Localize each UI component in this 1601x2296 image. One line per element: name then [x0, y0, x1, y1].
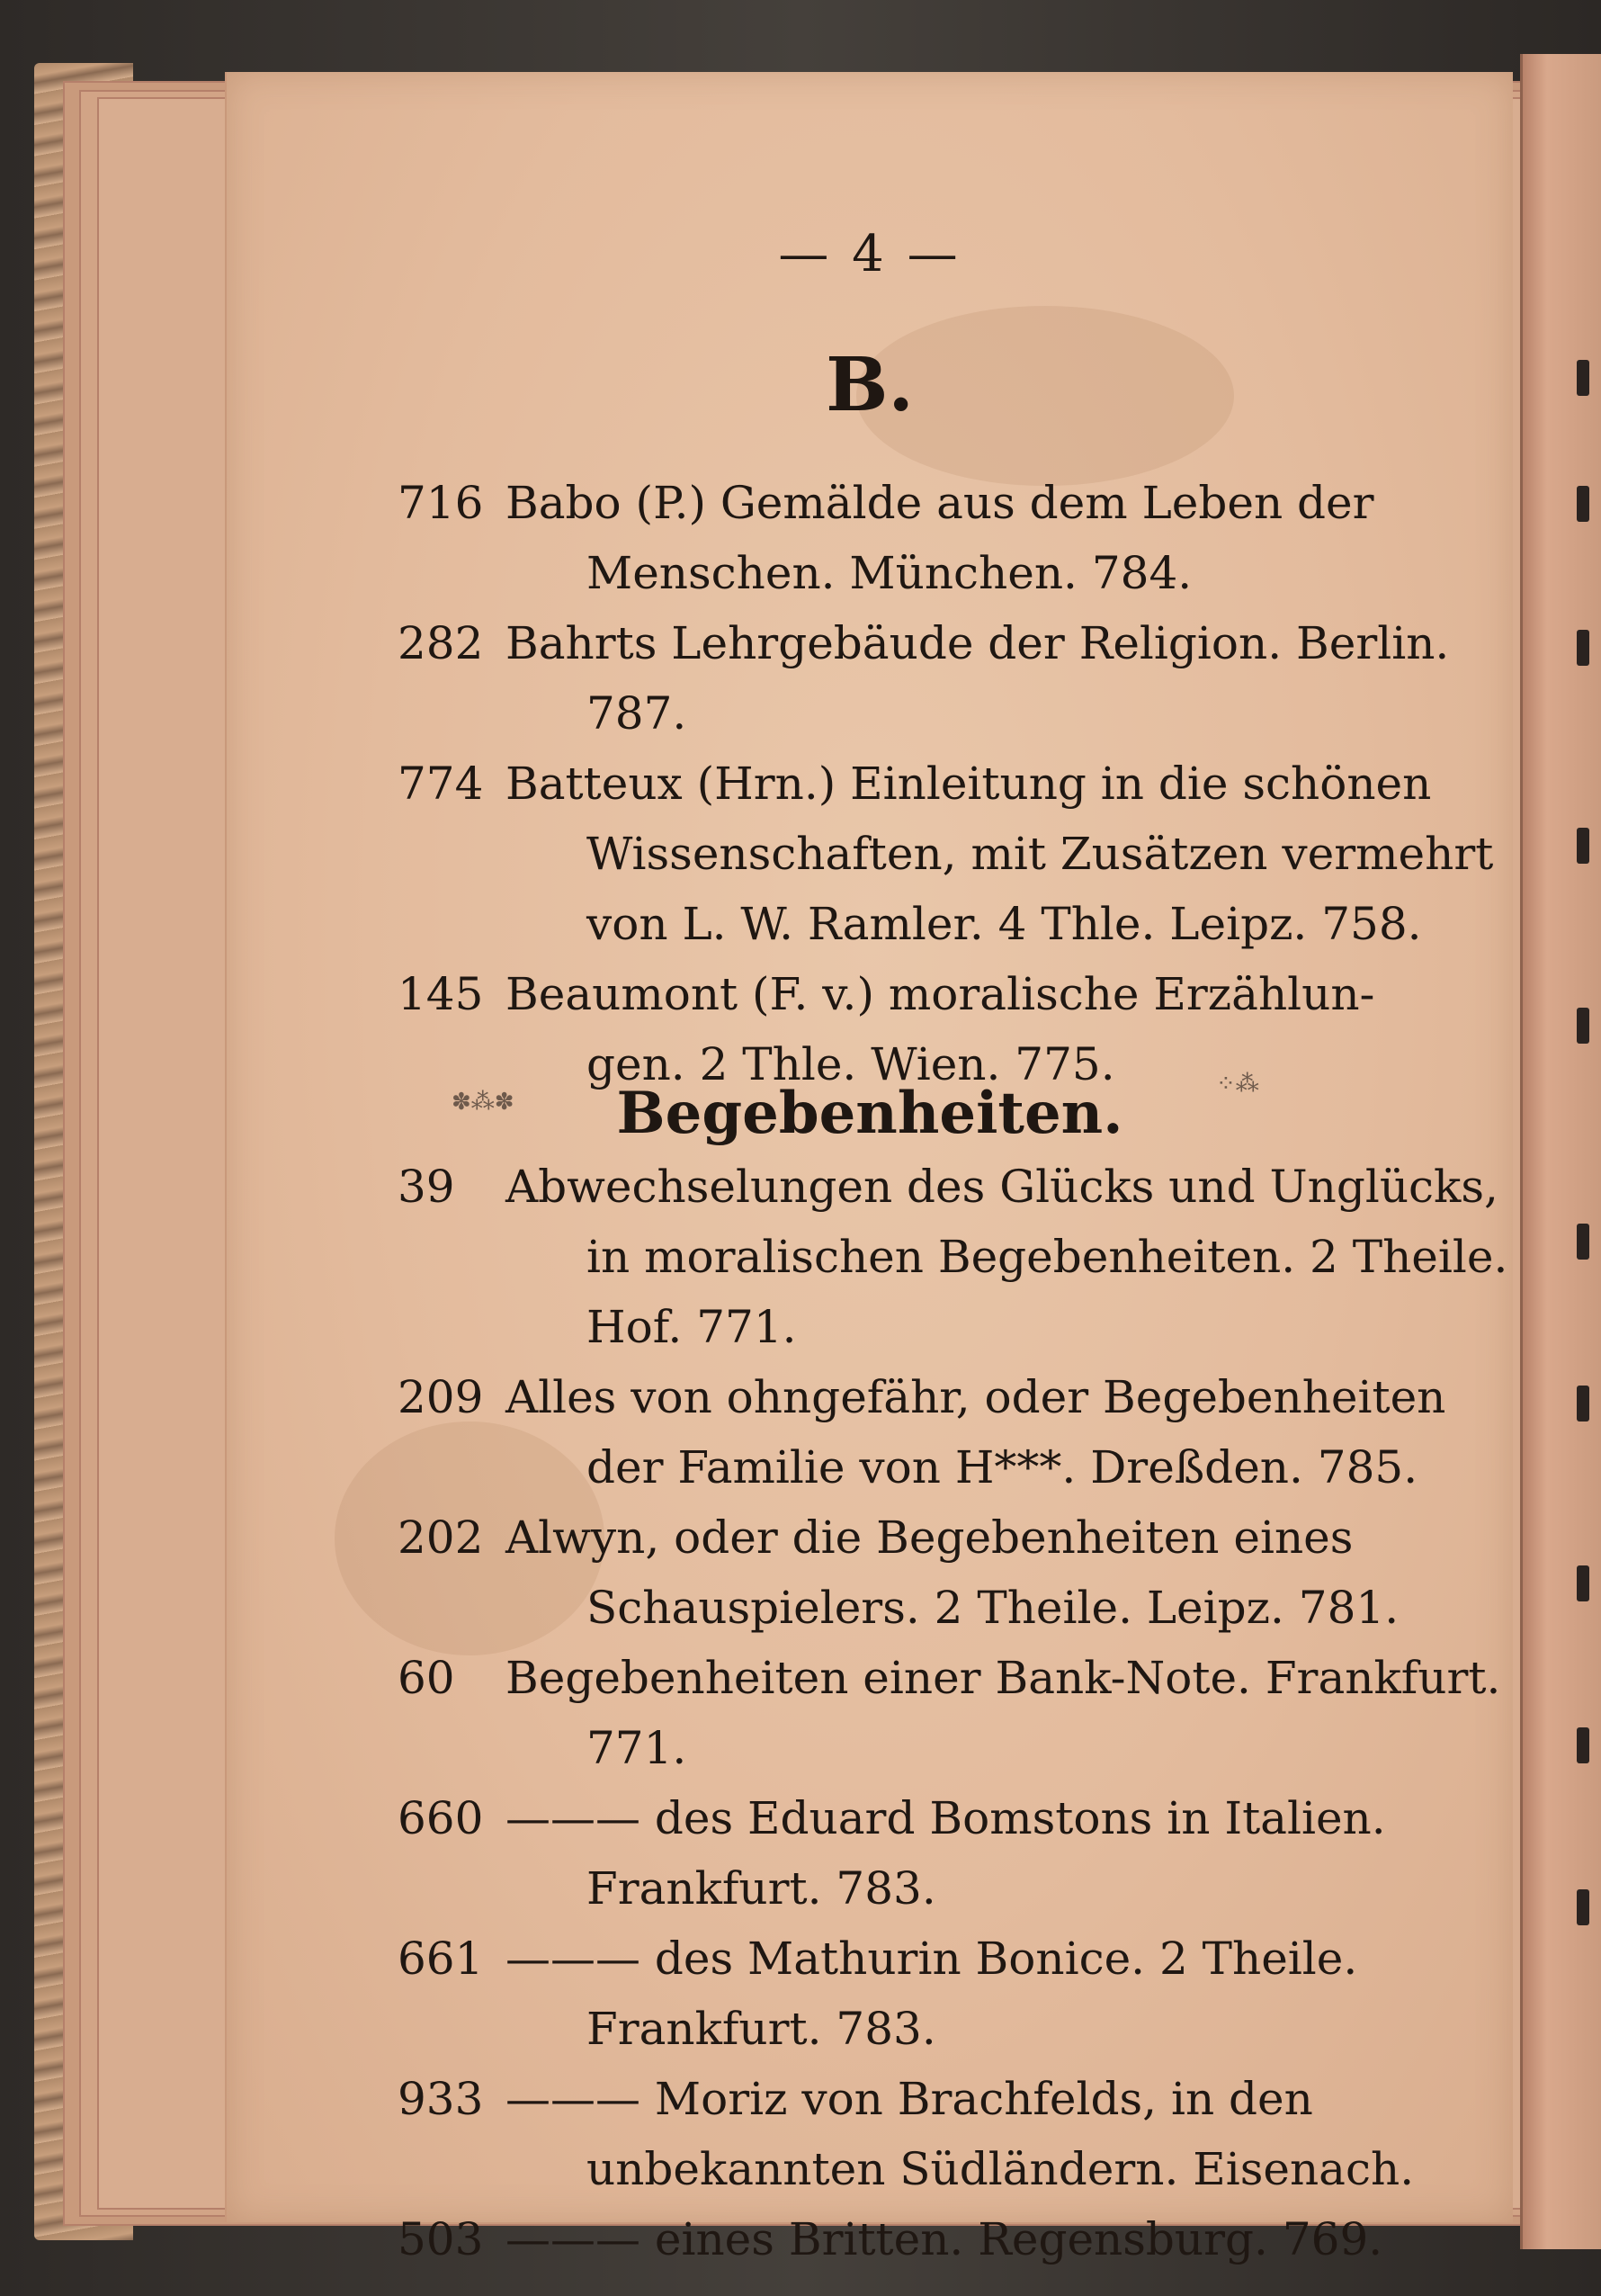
text-fragment — [1577, 1727, 1589, 1763]
entry-number: 39 — [398, 1161, 455, 1213]
ornament: ⁘⁂ — [1216, 1071, 1259, 1098]
book-page — [225, 72, 1513, 2265]
entry-continuation-line: in moralischen Begebenheiten. 2 Theile. — [586, 1231, 1508, 1283]
text-fragment — [1577, 1386, 1589, 1422]
entry-number: 503 — [398, 2213, 484, 2265]
entry-title-line: Begebenheiten einer Bank-Note. Frankfurt. — [505, 1652, 1501, 1704]
entry-title-line: Alwyn, oder die Begebenheiten eines — [505, 1511, 1354, 1564]
entry-continuation-line: unbekannten Südländern. Eisenach. — [586, 2143, 1415, 2195]
entry-title-line: ——— eines Britten. Regensburg. 769. — [505, 2213, 1383, 2265]
section-letter: B. — [826, 342, 914, 428]
entry-continuation-line: der Familie von H***. Dreßden. 785. — [586, 1441, 1418, 1493]
entry-number: 145 — [398, 968, 484, 1020]
text-fragment — [1577, 360, 1589, 396]
entry-title-line: Bahrts Lehrgebäude der Religion. Berlin. — [505, 617, 1450, 669]
entry-continuation-line: 787. — [586, 687, 687, 740]
entry-title-line: ——— Moriz von Brachfelds, in den — [505, 2073, 1313, 2125]
entry-number: 660 — [398, 1792, 484, 1844]
text-fragment — [1577, 1565, 1589, 1601]
entry-title-line: Alles von ohngefähr, oder Begebenheiten — [505, 1371, 1446, 1423]
entry-continuation-line: von L. W. Ramler. 4 Thle. Leipz. 758. — [586, 898, 1422, 950]
entry-title-line: ——— des Mathurin Bonice. 2 Theile. — [505, 1933, 1358, 1985]
text-fragment — [1577, 1224, 1589, 1260]
entry-number: 282 — [398, 617, 484, 669]
entry-continuation-line: 771. — [586, 1722, 687, 1774]
entry-continuation-line: Menschen. München. 784. — [586, 547, 1193, 599]
entry-continuation-line: Frankfurt. 783. — [586, 2003, 936, 2055]
entry-number: 209 — [398, 1371, 484, 1423]
page-number: — 4 — — [778, 225, 961, 283]
entry-number: 716 — [398, 477, 484, 529]
text-fragment — [1577, 1008, 1589, 1044]
facing-page-text-fragments — [1577, 324, 1595, 1943]
entry-number: 60 — [398, 1652, 455, 1704]
entry-number: 933 — [398, 2073, 484, 2125]
entry-title-line: Abwechselungen des Glücks und Unglücks, — [505, 1161, 1498, 1213]
entry-title-line: Beaumont (F. v.) moralische Erzählun- — [505, 968, 1375, 1020]
entry-title-line: ——— des Eduard Bomstons in Italien. — [505, 1792, 1386, 1844]
entry-continuation-line: Schauspielers. 2 Theile. Leipz. 781. — [586, 1582, 1400, 1634]
text-fragment — [1577, 630, 1589, 666]
text-fragment — [1577, 828, 1589, 864]
entry-continuation-line: Frankfurt. 783. — [586, 1862, 936, 1915]
entry-number: 774 — [398, 758, 484, 810]
section-heading: Begebenheiten. — [616, 1080, 1123, 1147]
entry-title-line: Batteux (Hrn.) Einleitung in die schönen — [505, 758, 1432, 810]
text-fragment — [1577, 1889, 1589, 1925]
facing-page-edge — [1520, 54, 1601, 2249]
entry-title-line: Babo (P.) Gemälde aus dem Leben der — [505, 477, 1374, 529]
text-fragment — [1577, 486, 1589, 522]
entry-number: 202 — [398, 1511, 484, 1564]
entry-continuation-line: Wissenschaften, mit Zusätzen vermehrt — [586, 828, 1494, 880]
entry-continuation-line: Hof. 771. — [586, 1301, 797, 1353]
ornament: ✽⁂✽ — [452, 1089, 514, 1116]
entry-continuation-line: gen. 2 Thle. Wien. 775. — [586, 1038, 1115, 1090]
entry-number: 661 — [398, 1933, 484, 1985]
